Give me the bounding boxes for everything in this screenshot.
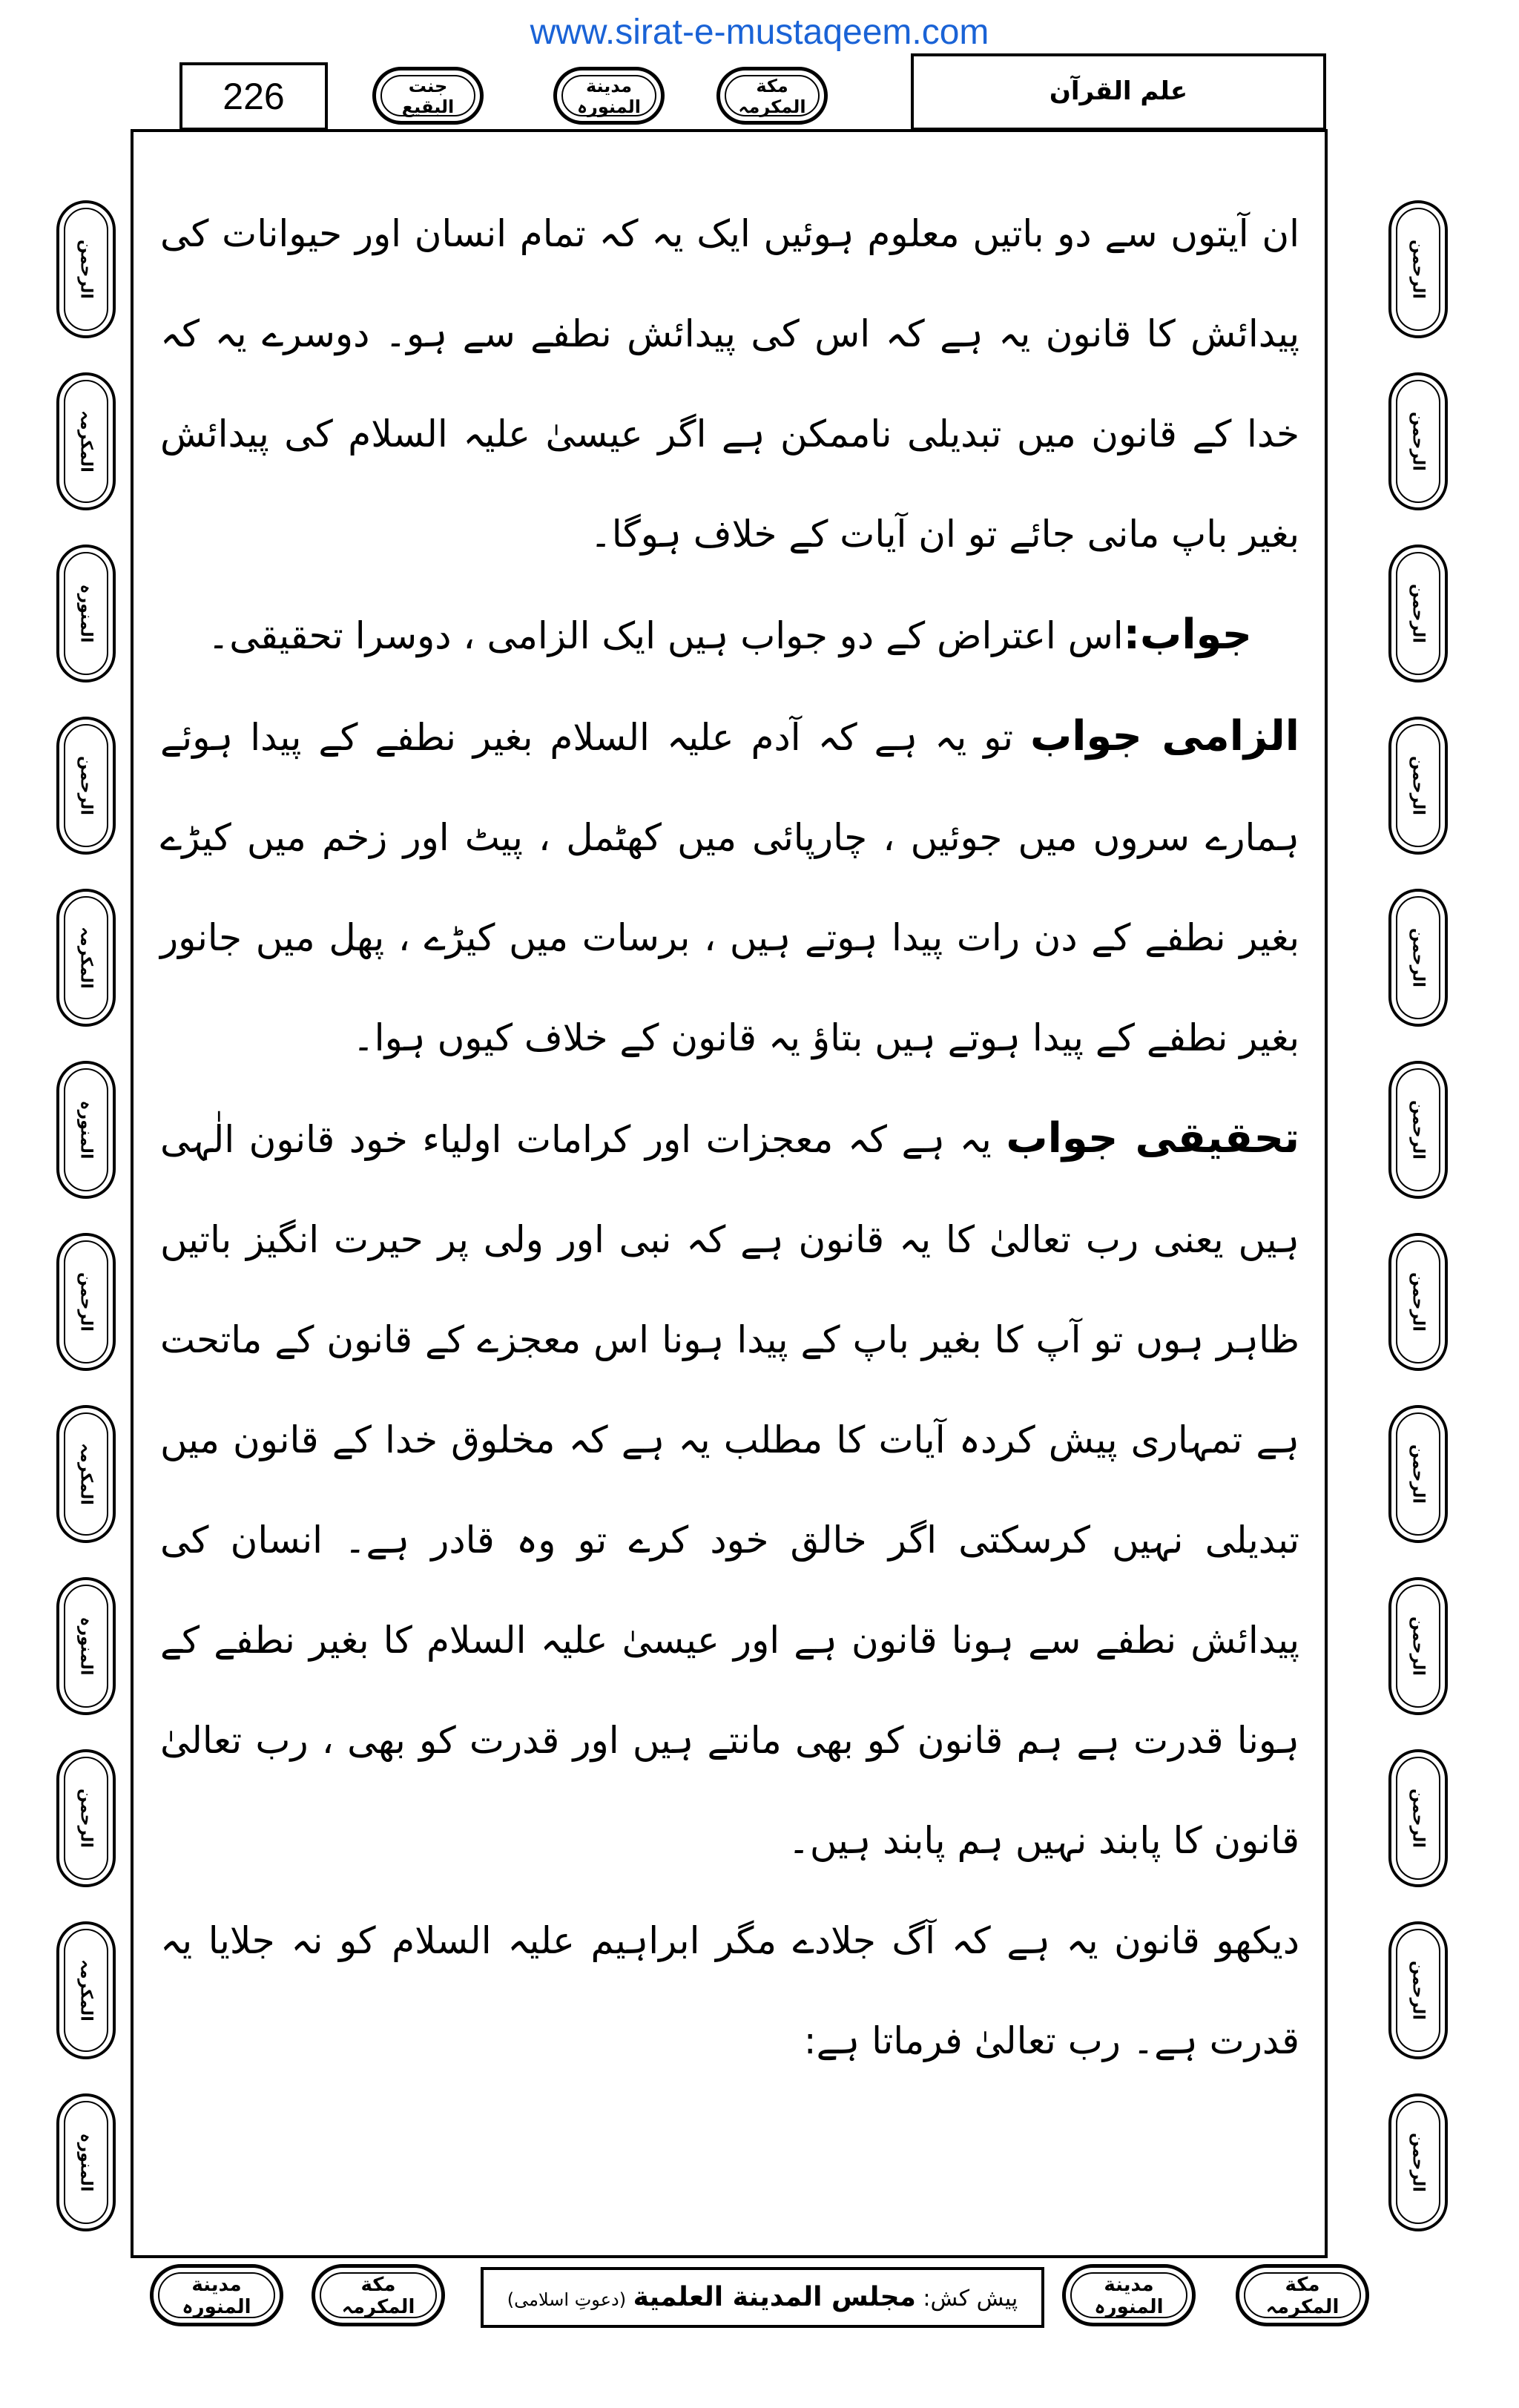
left-margin-badge xyxy=(56,1577,116,1715)
publisher-name: مجلس المدینة العلمیة xyxy=(633,2282,916,2312)
paragraph-intro: ان آیتوں سے دو باتیں معلوم ہوئیں ایک یہ کہ تمام انسان اور حیوانات کی پیدائش کا قانون یہ ہے کہ اس کی پیدائش نطفے سے ہو۔ دوسرے یہ کہ خدا کے قانون میں تبدیلی ناممکن ہے اگر عیسیٰ علیہ السلام کی پیدائش بغیر باپ مانی جائے تو ان آیات کے خلاف ہوگا۔ xyxy=(160,212,1299,556)
margin-badge-label: المنورہ xyxy=(76,2133,96,2192)
left-margin-badge xyxy=(56,200,116,338)
badge-line-2: المنورہ xyxy=(182,2296,251,2318)
margin-badge-label: الرحمن xyxy=(76,1789,96,1848)
margin-badge-label: الرحمن xyxy=(1408,1100,1428,1159)
margin-badge-label: الرحمن xyxy=(1408,1961,1428,2020)
paragraph-closing: دیکھو قانون یہ ہے کہ آگ جلادے مگر ابراہیم علیہ السلام کو نہ جلایا یہ قدرت ہے۔ رب تعالیٰ فرماتا ہے: xyxy=(160,1919,1299,2062)
right-margin-badge xyxy=(1388,1061,1448,1199)
book-title: علم القرآن xyxy=(911,53,1326,131)
right-margin-badge xyxy=(1388,1577,1448,1715)
paragraph-tahqiqi xyxy=(160,1088,1299,1891)
page-header xyxy=(0,62,1519,136)
right-margin-badge xyxy=(1388,372,1448,510)
margin-badge-label: الرحمن xyxy=(1408,240,1428,299)
badge-line-1: جنت xyxy=(408,76,448,96)
page-body xyxy=(160,184,1299,2091)
page-footer xyxy=(0,2264,1519,2331)
left-margin-badge xyxy=(56,1061,116,1199)
badge-line-1: مکة xyxy=(756,76,788,96)
ilzami-text: تو یہ ہے کہ آدم علیہ السلام بغیر نطفے کے پیدا ہوئے ہمارے سروں میں جوئیں ، چارپائی میں کھٹمل ، پیٹ اور زخم میں کیڑے بغیر نطفے کے دن رات پیدا ہوتے ہیں ، برسات میں کیڑے ، پھل میں جانور بغیر نطفے کے پیدا ہوتے ہیں بتاؤ یہ قانون کے خلاف کیوں ہوا۔ xyxy=(160,716,1299,1059)
right-margin-badge xyxy=(1388,717,1448,855)
left-margin-badge xyxy=(56,1233,116,1371)
badge-line-1: مدینة xyxy=(1104,2274,1154,2296)
margin-badge-label: الرحمن xyxy=(1408,1272,1428,1332)
margin-badge-label: الرحمن xyxy=(1408,1444,1428,1504)
right-margin-badge xyxy=(1388,545,1448,682)
margin-badge-label: الرحمن xyxy=(1408,412,1428,471)
tahqiqi-label: تحقیقی جواب xyxy=(1006,1114,1299,1162)
publisher-credit xyxy=(481,2267,1044,2328)
answer-label: جواب: xyxy=(1123,611,1252,659)
margin-badge-label: الرحمن xyxy=(76,756,96,815)
answer-text: اس اعتراض کے دو جواب ہیں ایک الزامی ، دوسرا تحقیقی۔ xyxy=(208,614,1124,657)
right-margin-badge xyxy=(1388,1921,1448,2059)
margin-badge-label: المنورہ xyxy=(76,1616,96,1676)
makkah-badge xyxy=(312,2264,445,2326)
badge-line-1: مدینة xyxy=(585,76,633,96)
left-margin-badge xyxy=(56,1921,116,2059)
badge-line-2: المکرمہ xyxy=(1265,2296,1340,2318)
margin-badge-label: المکرمہ xyxy=(76,927,96,989)
left-margin-badge xyxy=(56,2093,116,2231)
margin-badge-label: الرحمن xyxy=(76,1272,96,1332)
madina-badge xyxy=(150,2264,283,2326)
margin-badge-label: المکرمہ xyxy=(76,1959,96,2022)
badge-line-2: المکرمہ xyxy=(341,2296,415,2318)
right-margin-badge xyxy=(1388,200,1448,338)
margin-badge-label: الرحمن xyxy=(1408,756,1428,815)
margin-badge-label: الرحمن xyxy=(1408,1789,1428,1848)
margin-badge-label: الرحمن xyxy=(1408,2133,1428,2192)
right-margin-badge xyxy=(1388,2093,1448,2231)
page-number: 226 xyxy=(179,62,328,131)
right-margin-badge xyxy=(1388,1233,1448,1371)
margin-badge-label: الرحمن xyxy=(1408,1616,1428,1676)
margin-badge-label: الرحمن xyxy=(1408,928,1428,987)
badge-line-1: مکة xyxy=(360,2274,396,2296)
site-url[interactable]: www.sirat-e-mustaqeem.com xyxy=(530,13,989,52)
makkah-badge xyxy=(1236,2264,1369,2326)
badge-line-2: المنورہ xyxy=(576,96,642,117)
right-margin-badge xyxy=(1388,1749,1448,1887)
tahqiqi-text: یہ ہے کہ معجزات اور کرامات اولیاء خود قانون الٰہی ہیں یعنی رب تعالیٰ کا یہ قانون ہے کہ نبی اور ولی پر حیرت انگیز باتیں ظاہر ہوں تو آپ کا بغیر باپ کے پیدا ہونا اس معجزے کے قانون کے ماتحت ہے تمہاری پیش کردہ آیات کا مطلب یہ ہے کہ مخلوق خدا کے قانون میں تبدیلی نہیں کرسکتی اگر خالق خود کرے تو وہ قادر ہے۔ انسان کی پیدائش نطفے سے ہونا قانون ہے اور عیسیٰ علیہ السلام کا بغیر نطفے کے ہونا قدرت ہے ہم قانون کو بھی مانتے ہیں اور قدرت کو بھی ، رب تعالیٰ قانون کا پابند نہیں ہم پابند ہیں۔ xyxy=(160,1118,1299,1862)
margin-badge-label: الرحمن xyxy=(76,240,96,299)
badge-line-2: المکرمہ xyxy=(738,96,806,117)
paragraph-ilzami xyxy=(160,686,1299,1088)
badge-line-2: المنورہ xyxy=(1094,2296,1164,2318)
margin-badge-label: المنورہ xyxy=(76,1100,96,1159)
margin-badge-label: المنورہ xyxy=(76,584,96,643)
makkah-badge xyxy=(716,67,828,125)
paragraph-answer-heading xyxy=(160,585,1299,686)
right-margin-badge xyxy=(1388,889,1448,1027)
madina-badge xyxy=(553,67,665,125)
left-margin-badge xyxy=(56,1405,116,1543)
badge-line-1: مکة xyxy=(1285,2274,1320,2296)
publisher-prefix: پیش کش: xyxy=(923,2286,1018,2312)
left-margin-badge xyxy=(56,889,116,1027)
madina-badge xyxy=(1062,2264,1196,2326)
badge-line-1: مدینة xyxy=(191,2274,242,2296)
left-margin-badge xyxy=(56,1749,116,1887)
jannat-baqi-badge xyxy=(372,67,484,125)
badge-line-2: البقیع xyxy=(401,96,455,117)
publisher-note: (دعوتِ اسلامی) xyxy=(507,2289,627,2310)
left-margin-badge xyxy=(56,545,116,682)
margin-badge-label: المکرمہ xyxy=(76,1443,96,1505)
margin-badge-label: المکرمہ xyxy=(76,410,96,473)
left-margin-badge xyxy=(56,372,116,510)
right-margin-badge xyxy=(1388,1405,1448,1543)
ilzami-label: الزامی جواب xyxy=(1029,712,1299,760)
left-margin-badge xyxy=(56,717,116,855)
margin-badge-label: الرحمن xyxy=(1408,584,1428,643)
